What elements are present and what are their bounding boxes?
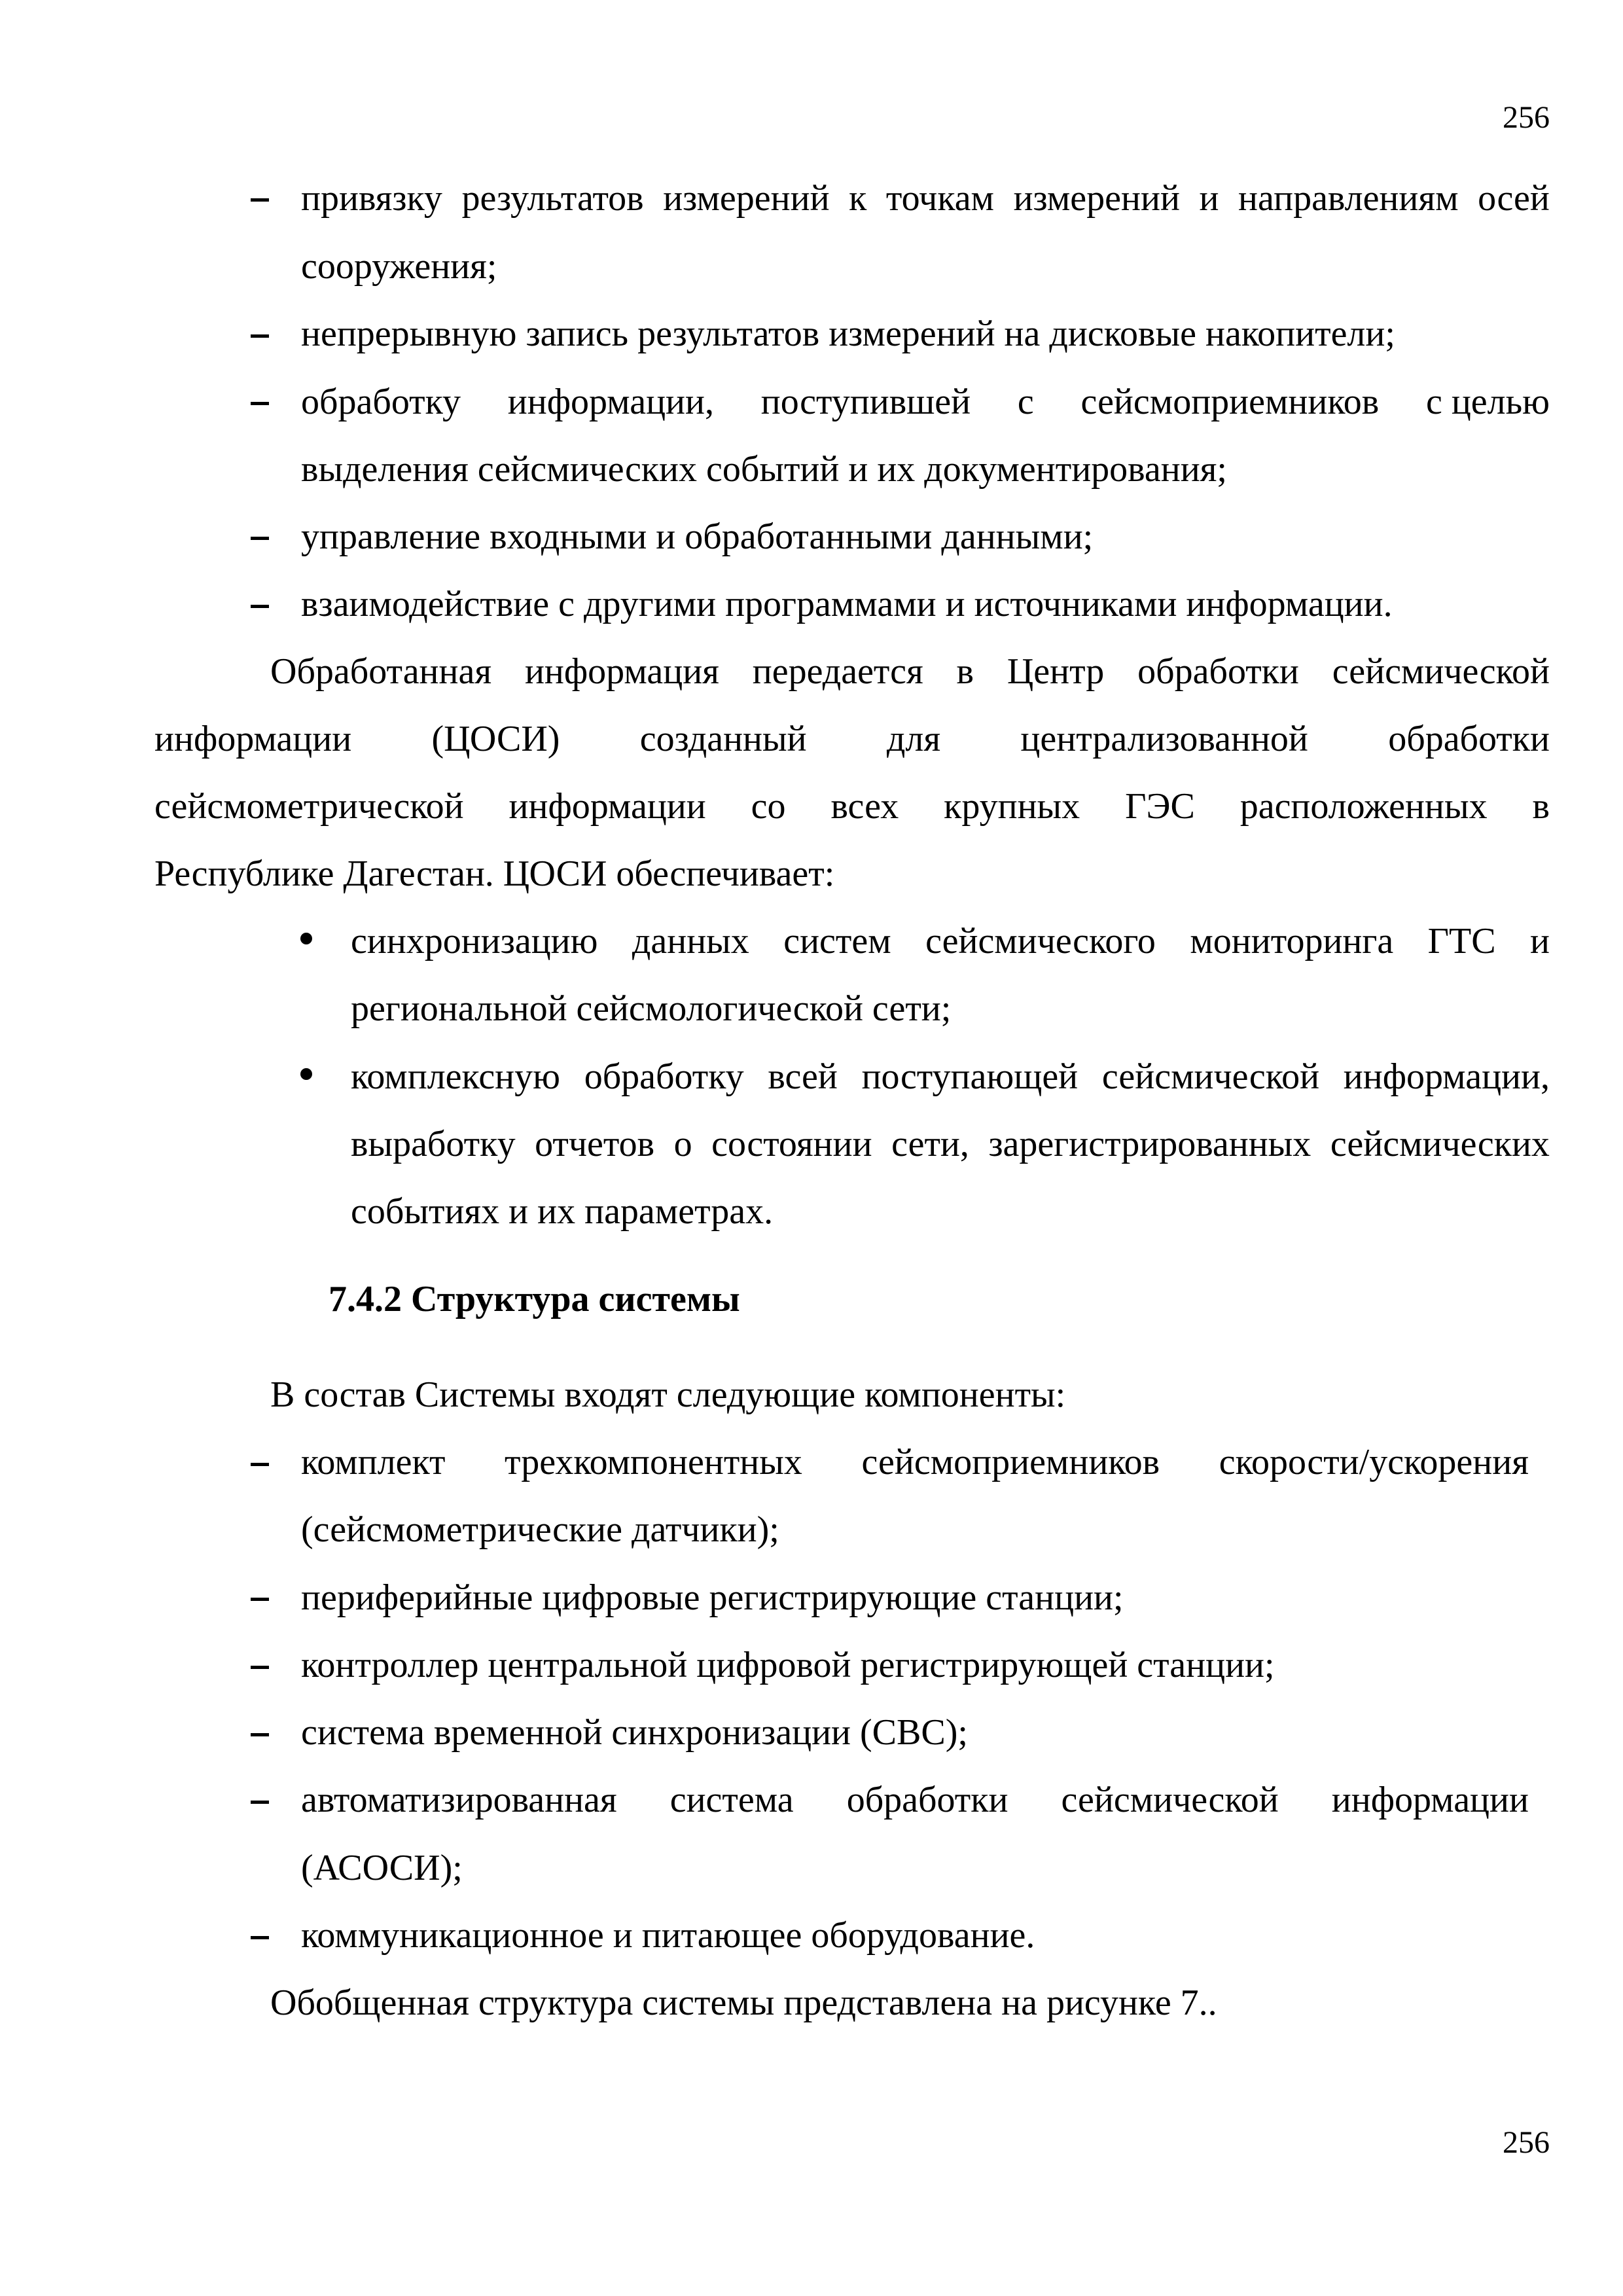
word: состоянии	[711, 1124, 872, 1164]
word: обработки	[1388, 719, 1550, 759]
word: результатов	[461, 178, 644, 219]
dash-marker	[251, 198, 269, 202]
word: информации	[154, 719, 352, 759]
word: измерений	[663, 178, 830, 219]
word: сейсмической	[1101, 1056, 1320, 1097]
dash-marker	[251, 402, 269, 405]
word: автоматизированная	[301, 1780, 617, 1820]
word: сейсмоприемников	[1080, 382, 1380, 422]
paragraph1-line4: Республике Дагестан. ЦОСИ обеспечивает:	[154, 853, 835, 894]
bullet2-line2	[351, 1126, 1550, 1162]
word: передается	[752, 651, 923, 692]
word: скорости/ускорения	[1219, 1442, 1529, 1482]
paragraph1-line3	[154, 788, 1550, 825]
word: со	[751, 786, 786, 827]
word: крупных	[944, 786, 1080, 827]
bullet2-line3: событиях и их параметрах.	[351, 1191, 774, 1232]
word: отчетов	[535, 1124, 655, 1164]
word: Обработанная	[270, 651, 492, 692]
bullet-marker	[300, 1068, 312, 1080]
paragraph1-line1	[270, 653, 1550, 690]
list1-item4-line1: управление входными и обработанными данными;	[301, 516, 1094, 557]
word: система	[669, 1780, 794, 1820]
dash-marker	[251, 1733, 269, 1736]
list2-item1-line1	[301, 1444, 1529, 1480]
word: информация	[524, 651, 719, 692]
list1-item1-line1	[301, 180, 1550, 217]
list1-item1-line2: сооружения;	[301, 246, 497, 287]
word: комплексную	[351, 1056, 560, 1097]
word: сейсмометрической	[154, 786, 464, 827]
dash-marker	[251, 1463, 269, 1466]
word: сейсмического	[925, 921, 1156, 961]
word: с целью	[1425, 382, 1550, 422]
word: (ЦОСИ)	[431, 719, 560, 759]
word: систем	[783, 921, 891, 961]
word: измерений	[1013, 178, 1180, 219]
list2-item5-line2: (АСОСИ);	[301, 1848, 463, 1888]
word: созданный	[639, 719, 807, 759]
list2-item1-line2: (сейсмометрические датчики);	[301, 1509, 779, 1550]
word: трехкомпонентных	[505, 1442, 802, 1482]
word: мониторинга	[1190, 921, 1394, 961]
word: информации	[1331, 1780, 1529, 1820]
word: с	[1017, 382, 1034, 422]
word: сейсмических	[1330, 1124, 1550, 1164]
bullet-marker	[300, 933, 312, 944]
word: расположенных	[1240, 786, 1488, 827]
word: обработки	[846, 1780, 1008, 1820]
dash-marker	[251, 334, 269, 338]
bullet1-line2: региональной сейсмологической сети;	[351, 988, 952, 1029]
list1-item2-line1: непрерывную запись результатов измерений на дисковые накопители;	[301, 314, 1395, 354]
word: всех	[830, 786, 899, 827]
word: зарегистрированных	[988, 1124, 1311, 1164]
word: обработку	[584, 1056, 744, 1097]
word: обработку	[301, 382, 461, 422]
list2-item4-line1: система временной синхронизации (СВС);	[301, 1712, 968, 1753]
word: поступающей	[861, 1056, 1079, 1097]
dash-marker	[251, 1936, 269, 1939]
word: и	[1199, 178, 1219, 219]
dash-marker	[251, 605, 269, 608]
word: сети,	[891, 1124, 969, 1164]
paragraph3: Обобщенная структура системы представлена на рисунке 7..	[270, 1982, 1217, 2023]
list2-item5-line1	[301, 1782, 1529, 1818]
word: информации,	[507, 382, 714, 422]
word: ГЭС	[1125, 786, 1195, 827]
word: направлениям	[1238, 178, 1459, 219]
word: ГТС	[1427, 921, 1496, 961]
word: осей	[1478, 178, 1550, 219]
dash-marker	[251, 1666, 269, 1669]
word: информации	[508, 786, 706, 827]
word: комплект	[301, 1442, 446, 1482]
word: сейсмической	[1332, 651, 1550, 692]
word: точкам	[885, 178, 994, 219]
word: в	[956, 651, 974, 692]
paragraph1-line2	[154, 721, 1550, 757]
word: сейсмической	[1061, 1780, 1279, 1820]
word: сейсмоприемников	[861, 1442, 1160, 1482]
dash-marker	[251, 1801, 269, 1804]
bullet1-line1	[351, 923, 1550, 960]
word: о	[673, 1124, 692, 1164]
list2-item3-line1: контроллер центральной цифровой регистрирующей станции;	[301, 1645, 1275, 1685]
paragraph2: В состав Системы входят следующие компоненты:	[270, 1374, 1066, 1415]
page-number-top: 256	[1503, 100, 1550, 135]
list2-item6-line1: коммуникационное и питающее оборудование.	[301, 1915, 1035, 1956]
word: информации,	[1343, 1056, 1550, 1097]
list1-item5-line1: взаимодействие с другими программами и источниками информации.	[301, 584, 1393, 624]
word: централизованной	[1020, 719, 1308, 759]
dash-marker	[251, 1598, 269, 1601]
word: выработку	[351, 1124, 516, 1164]
list1-item3-line1	[301, 384, 1550, 420]
word: синхронизацию	[351, 921, 598, 961]
list1-item3-line2: выделения сейсмических событий и их документирования;	[301, 449, 1227, 490]
word: в	[1532, 786, 1550, 827]
word: обработки	[1137, 651, 1299, 692]
word: к	[849, 178, 867, 219]
word: всей	[768, 1056, 838, 1097]
dash-marker	[251, 537, 269, 540]
word: данных	[632, 921, 749, 961]
word: для	[886, 719, 941, 759]
list2-item2-line1: периферийные цифровые регистрирующие станции;	[301, 1577, 1124, 1618]
word: и	[1529, 921, 1550, 961]
page-number-bottom: 256	[1503, 2125, 1550, 2160]
word: Центр	[1007, 651, 1105, 692]
word: привязку	[301, 178, 442, 219]
bullet2-line1	[351, 1058, 1550, 1095]
section-heading: 7.4.2 Структура системы	[329, 1279, 740, 1319]
word: поступившей	[760, 382, 971, 422]
